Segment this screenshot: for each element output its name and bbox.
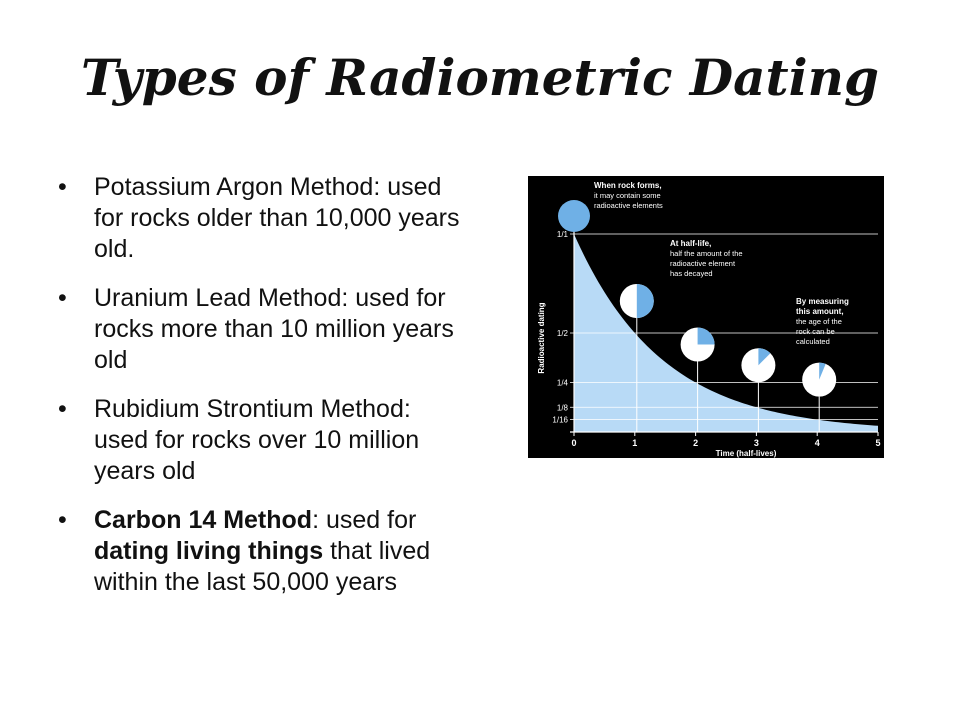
bullet-lead: Uranium Lead Method [94,284,342,312]
x-tick-label: 3 [753,438,759,448]
bullet-dot: • [58,284,67,312]
bullet-lead: Carbon 14 Method [94,506,313,534]
bullet-list [58,172,468,616]
y-tick-label: 1/2 [556,329,568,338]
annotation-text: calculated [796,337,830,346]
y-tick-label: 1/4 [556,378,568,388]
decay-chart [528,176,884,458]
bullet-lead: Rubidium Strontium Method [94,395,404,423]
bullet-text: : used for rocks older than 10,000 years old. [94,173,460,263]
bullet-text: : used for [312,506,417,534]
bullet-lead: Potassium Argon Method [94,173,374,201]
annotation-text: rock can be [796,327,835,336]
bullet-text: : used for rocks more than 10 million years old [94,284,454,374]
pie-slice [637,284,654,318]
decay-chart-svg [528,176,884,458]
annotation-text: half the amount of the [670,249,743,258]
y-axis-label: Radioactive dating [537,302,546,374]
x-tick-label: 4 [814,438,820,448]
annotation-text: has decayed [670,269,713,278]
annotation-text: radioactive elements [594,201,663,210]
x-tick-label: 1 [632,438,638,448]
annotation-heading: When rock forms, [594,181,662,190]
bullet-dot: • [58,173,67,201]
bullet-text: : used for rocks over 10 million years old [94,395,420,485]
bullet-item [58,505,468,598]
y-tick-label: 1/8 [556,403,568,413]
bullet-text: that lived within the last 50,000 years [94,537,431,596]
slide-title: Types of Radiometric Dating [81,48,879,107]
pie-marker [558,200,590,232]
x-tick-label: 0 [571,438,577,448]
bullet-item [58,172,468,265]
bullet-emphasis: dating living things [94,537,324,565]
annotation-text: radioactive element [670,259,736,268]
y-tick-label: 1/16 [552,415,568,425]
pie-slice [698,328,715,345]
y-tick-label: 1/1 [556,230,568,239]
x-axis-label: Time (half-lives) [715,449,777,458]
annotation-text: it may contain some [594,191,661,200]
annotation-text: the age of the [796,317,842,326]
x-tick-label: 5 [875,438,881,448]
x-tick-label: 2 [693,438,699,448]
annotation-heading: At half-life, [670,239,712,248]
annotation-heading: this amount, [796,307,844,316]
bullet-dot: • [58,506,67,534]
bullet-item [58,283,468,376]
bullet-dot: • [58,395,67,423]
bullet-item [58,394,468,487]
annotation-heading: By measuring [796,297,849,306]
